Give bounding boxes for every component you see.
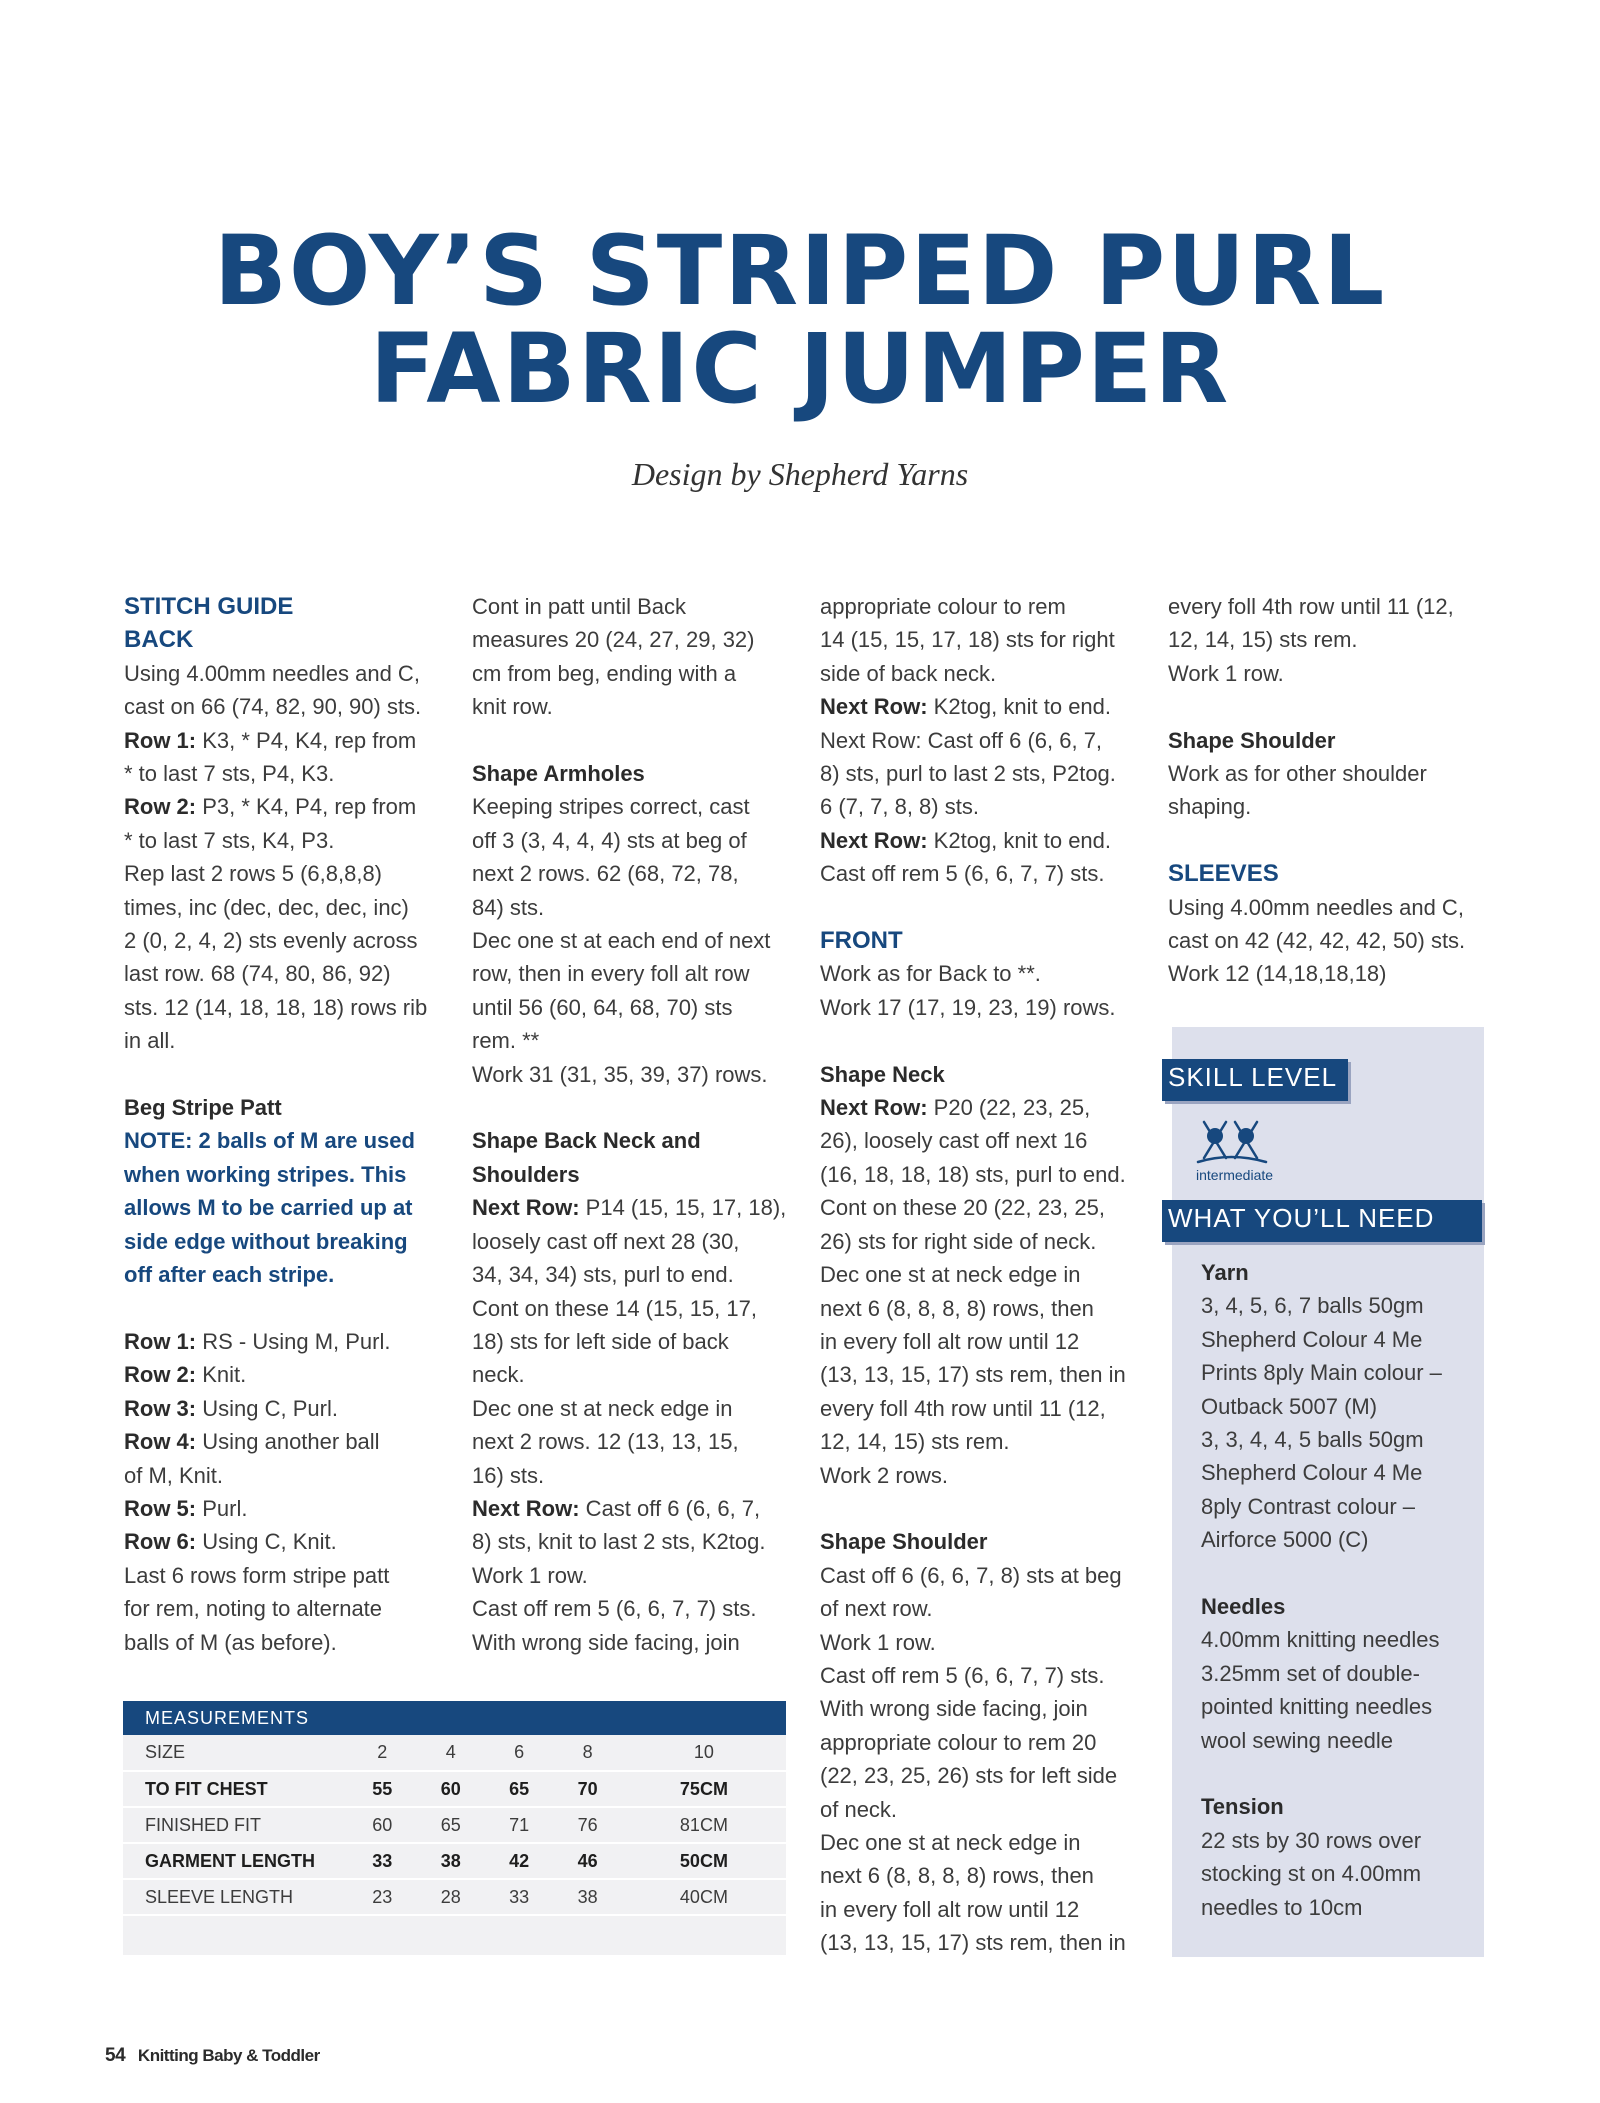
shoulder-text: Cast off 6 (6, 6, 7, 8) sts at beg of next row. Work 1 row. Cast off rem 5 (6, 6, 7, 7) sts. With wrong side facing, join appropriate colour to rem 20 (22, 23, 25, 26) sts for left side of neck. Dec one st at neck edge in next 6 (8, 8, 8, 8) rows, then in every foll alt row until 12 (13, 13, 15, 17) sts rem, then in bbox=[820, 1562, 1126, 1956]
sleeves-heading: SLEEVES bbox=[1168, 860, 1279, 888]
column-4 bbox=[1168, 590, 1498, 991]
back-neck-next-row-2 bbox=[472, 1492, 802, 1559]
row-text: K2tog, knit to end. bbox=[927, 694, 1112, 720]
row-label: Next Row: bbox=[820, 1095, 928, 1121]
row-label: Next Row: bbox=[820, 694, 928, 720]
table-cell: 2 bbox=[377, 1742, 388, 1762]
page-footer bbox=[105, 2045, 320, 2067]
row-label: Next Row: bbox=[472, 1495, 580, 1521]
row-label: Row 6: bbox=[124, 1529, 197, 1555]
table-cell: 60 bbox=[440, 1778, 461, 1799]
skill-level-label: intermediate bbox=[1196, 1167, 1274, 1183]
row-label: FINISHED FIT bbox=[145, 1814, 261, 1835]
table-cell: 8 bbox=[582, 1742, 593, 1762]
row-text: K2tog, knit to end. bbox=[927, 827, 1112, 853]
publication-name: Knitting Baby & Toddler bbox=[137, 2046, 320, 2065]
shape-shoulder-heading-2: Shape Shoulder bbox=[1168, 727, 1336, 753]
front-intro: Work as for Back to **. Work 17 (17, 19, 23, 19) rows. bbox=[820, 961, 1116, 1020]
neck-next-row bbox=[820, 1091, 1150, 1191]
yarn-balls-icon bbox=[1196, 1118, 1286, 1174]
right-back-cast-off: Next Row: Cast off 6 (6, 6, 7, 8) sts, purl to last 2 sts, P2tog. 6 (7, 7, 8, 8) sts. bbox=[820, 727, 1116, 820]
back-heading: BACK bbox=[124, 626, 194, 654]
row-text: Using C, Purl. bbox=[196, 1395, 338, 1421]
table-cell: 76 bbox=[577, 1814, 598, 1835]
beg-stripe-heading: Beg Stripe Patt bbox=[124, 1095, 282, 1121]
row-text: Purl. bbox=[196, 1495, 248, 1521]
measurements-table bbox=[123, 1701, 786, 1955]
stripe-note-end: Last 6 rows form stripe patt for rem, noting to alternate balls of M (as before). bbox=[124, 1562, 390, 1655]
table-row bbox=[123, 1807, 786, 1843]
what-you-need-list bbox=[1201, 1256, 1481, 1924]
right-back-next-row-2 bbox=[820, 824, 1150, 857]
table-cell: 71 bbox=[509, 1814, 530, 1835]
row-label: SIZE bbox=[145, 1742, 186, 1762]
row-label: Row 2: bbox=[124, 1362, 197, 1388]
right-back-neck: appropriate colour to rem 14 (15, 15, 17, 18) sts for right side of back neck. bbox=[820, 594, 1115, 686]
back-neck-end: Work 1 row. Cast off rem 5 (6, 6, 7, 7) sts. With wrong side facing, join bbox=[472, 1562, 757, 1655]
row-text: K3, * P4, K4, rep from * to last 7 sts, P4, K3. bbox=[124, 727, 417, 787]
shape-back-neck-heading: Shape Back Neck and Shoulders bbox=[472, 1128, 701, 1187]
table-cell: 23 bbox=[372, 1886, 393, 1907]
needles-text: 4.00mm knitting needles 3.25mm set of double- pointed knitting needles wool sewing needle bbox=[1201, 1627, 1440, 1753]
row-label: Row 2: bbox=[124, 794, 197, 820]
table-cell: 42 bbox=[509, 1850, 530, 1871]
row-text: Knit. bbox=[196, 1362, 247, 1388]
yarn-heading: Yarn bbox=[1201, 1260, 1249, 1285]
table-cell: 60 bbox=[372, 1814, 393, 1835]
table-cell: 55 bbox=[372, 1778, 393, 1799]
back-continue: Cont in patt until Back measures 20 (24, 27, 29, 32) cm from beg, ending with a knit row. bbox=[472, 594, 755, 720]
back-neck-next-row bbox=[472, 1191, 802, 1291]
rib-row-2 bbox=[124, 790, 464, 857]
row-text: P14 (15, 15, 17, 18), loosely cast off next 28 (30, 34, 34, 34) sts, purl to end. bbox=[472, 1195, 787, 1288]
rib-row-1 bbox=[124, 724, 464, 791]
measurements-header: MEASUREMENTS bbox=[123, 1701, 786, 1735]
stripe-row-3 bbox=[124, 1392, 464, 1425]
stripe-row-1 bbox=[124, 1325, 464, 1358]
table-row bbox=[123, 1843, 786, 1879]
needles-heading: Needles bbox=[1201, 1594, 1286, 1620]
shoulder-text-2: Work as for other shoulder shaping. bbox=[1168, 761, 1427, 820]
back-neck-text: Cont on these 14 (15, 15, 17, 18) sts for left side of back neck. Dec one st at neck edge in next 2 rows. 12 (13, 13, 15, 16) sts. bbox=[472, 1295, 757, 1488]
table-cell: 10 bbox=[693, 1742, 714, 1762]
page-number: 54 bbox=[105, 2045, 126, 2066]
table-cell: 65 bbox=[440, 1814, 461, 1835]
row-label: Row 5: bbox=[124, 1495, 197, 1521]
row-text: Using another ball of M, Knit. bbox=[124, 1429, 380, 1488]
table-cell: 65 bbox=[509, 1778, 530, 1799]
column-1 bbox=[124, 590, 464, 1659]
table-cell: 6 bbox=[514, 1742, 525, 1762]
byline: Design by Shepherd Yarns bbox=[631, 456, 969, 492]
table-cell: 70 bbox=[577, 1778, 598, 1799]
row-text: Cast off 6 (6, 6, 7, 8) sts, knit to last 2 sts, K2tog. bbox=[472, 1495, 766, 1555]
shape-armholes-heading: Shape Armholes bbox=[472, 761, 645, 787]
table-cell: 50CM bbox=[679, 1850, 728, 1871]
row-label: Next Row: bbox=[472, 1195, 580, 1221]
row-label: Next Row: bbox=[820, 827, 928, 853]
page-title bbox=[0, 215, 1600, 425]
armholes-text: Keeping stripes correct, cast off 3 (3, 4, 4, 4) sts at beg of next 2 rows. 62 (68, 72, 78, 84) sts. Dec one st at each end of next row, then in every foll alt row until 56 (60, 64, 68, 70) sts rem. ** Work 31 (31, 35, 39, 37) rows. bbox=[472, 794, 771, 1087]
tension-heading: Tension bbox=[1201, 1794, 1284, 1820]
stripe-row-5 bbox=[124, 1492, 464, 1525]
neck-text: Cont on these 20 (22, 23, 25, 26) sts for right side of neck. Dec one st at neck edge in next 6 (8, 8, 8, 8) rows, then in every foll alt row until 12 (13, 13, 15, 17) sts rem, then in every foll 4th row until 11 (12, 12, 14, 15) sts rem. Work 2 rows. bbox=[820, 1195, 1126, 1488]
title-line-2: FABRIC JUMPER bbox=[369, 313, 1231, 425]
measurements-grid bbox=[123, 1735, 786, 1916]
row-label: Row 4: bbox=[124, 1429, 197, 1455]
rib-repeat: Rep last 2 rows 5 (6,8,8,8) times, inc (dec, dec, dec, inc) 2 (0, 2, 4, 2) sts evenly across last row. 68 (74, 80, 86, 92) sts. 12 (14, 18, 18, 18) rows rib in all. bbox=[124, 861, 428, 1054]
table-row bbox=[123, 1879, 786, 1915]
front-heading: FRONT bbox=[820, 927, 903, 955]
table-cell: 38 bbox=[440, 1850, 461, 1871]
stripe-row-6 bbox=[124, 1525, 464, 1558]
table-cell: 46 bbox=[577, 1850, 598, 1871]
shape-neck-heading: Shape Neck bbox=[820, 1061, 945, 1087]
table-cell: 33 bbox=[509, 1886, 530, 1907]
right-back-next-row bbox=[820, 690, 1150, 723]
column-2 bbox=[472, 590, 802, 1659]
table-cell: 75CM bbox=[679, 1778, 728, 1799]
stripe-row-4 bbox=[124, 1425, 464, 1492]
what-you-need-tag: WHAT YOU’LL NEED bbox=[1162, 1200, 1482, 1242]
row-label: SLEEVE LENGTH bbox=[145, 1886, 294, 1907]
row-text: P20 (22, 23, 25, 26), loosely cast off next 16 (16, 18, 18, 18) sts, purl to end. bbox=[820, 1095, 1126, 1187]
stripe-row-2 bbox=[124, 1358, 464, 1391]
table-cell: 28 bbox=[440, 1886, 461, 1907]
left-neck-end: every foll 4th row until 11 (12, 12, 14, 15) sts rem. Work 1 row. bbox=[1168, 594, 1454, 686]
right-back-end: Cast off rem 5 (6, 6, 7, 7) sts. bbox=[820, 861, 1105, 887]
table-cell: 4 bbox=[445, 1742, 456, 1762]
sleeves-text: Using 4.00mm needles and C, cast on 42 (42, 42, 42, 50) sts. Work 12 (14,18,18,18) bbox=[1168, 894, 1466, 987]
row-label: Row 1: bbox=[124, 727, 197, 753]
tension-text: 22 sts by 30 rows over stocking st on 4.00mm needles to 10cm bbox=[1201, 1827, 1422, 1920]
row-text: Using C, Knit. bbox=[196, 1529, 337, 1555]
yarn-text: 3, 4, 5, 6, 7 balls 50gm Shepherd Colour 4 Me Prints 8ply Main colour – Outback 5007 (M) 3, 3, 4, 4, 5 balls 50gm Shepherd Colour 4 Me 8ply Contrast colour – Airforce 5000 (C) bbox=[1201, 1293, 1442, 1553]
back-intro: Using 4.00mm needles and C, cast on 66 (74, 82, 90, 90) sts. bbox=[124, 660, 422, 720]
row-label: GARMENT LENGTH bbox=[145, 1850, 315, 1871]
table-cell: 81CM bbox=[679, 1814, 728, 1835]
table-row bbox=[123, 1735, 786, 1771]
row-label: Row 3: bbox=[124, 1395, 197, 1421]
row-label: TO FIT CHEST bbox=[145, 1778, 268, 1799]
shape-shoulder-heading: Shape Shoulder bbox=[820, 1529, 988, 1555]
row-text: P3, * K4, P4, rep from * to last 7 sts, K4, P3. bbox=[124, 794, 417, 853]
row-label: Row 1: bbox=[124, 1328, 197, 1354]
stripe-note: NOTE: 2 balls of M are used when working stripes. This allows M to be carried up at side edge without breaking off after each stripe. bbox=[124, 1128, 415, 1288]
stitch-guide-heading: STITCH GUIDE bbox=[124, 593, 294, 620]
title-line-1: BOY’S STRIPED PURL bbox=[213, 215, 1387, 327]
table-row bbox=[123, 1771, 786, 1807]
skill-level-tag: SKILL LEVEL bbox=[1162, 1059, 1348, 1101]
row-text: RS - Using M, Purl. bbox=[196, 1328, 391, 1354]
table-cell: 40CM bbox=[679, 1886, 728, 1907]
column-3 bbox=[820, 590, 1150, 1960]
table-cell: 38 bbox=[577, 1886, 598, 1907]
table-cell: 33 bbox=[372, 1850, 393, 1871]
